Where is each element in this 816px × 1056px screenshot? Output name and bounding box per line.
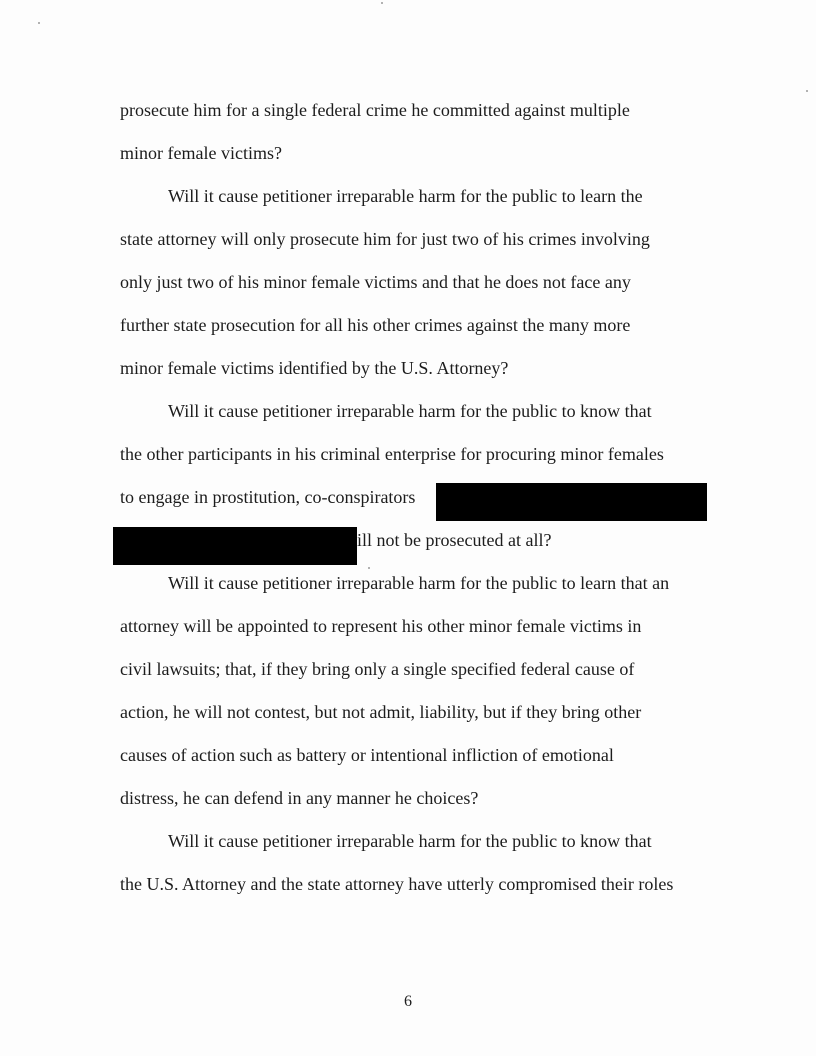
text-line: further state prosecution for all his other crimes against the many more: [120, 315, 631, 335]
text-line: to engage in prostitution, co-conspirators: [120, 487, 416, 507]
text-line: civil lawsuits; that, if they bring only a single specified federal cause of: [120, 659, 635, 679]
paragraph-start-line: Will it cause petitioner irreparable harm for the public to learn that an: [168, 573, 670, 593]
text-line: minor female victims?: [120, 143, 282, 163]
redaction-block: [436, 483, 707, 521]
text-line: minor female victims identified by the U.S. Attorney?: [120, 358, 509, 378]
text-line: prosecute him for a single federal crime he committed against multiple: [120, 100, 630, 120]
paragraph-start-line: Will it cause petitioner irreparable harm for the public to learn the: [168, 186, 643, 206]
scan-speck: [381, 2, 383, 4]
redaction-block: [113, 527, 357, 565]
text-line: causes of action such as battery or intentional infliction of emotional: [120, 745, 614, 765]
page-number: 6: [404, 993, 412, 1010]
text-line: the other participants in his criminal enterprise for procuring minor females: [120, 444, 664, 464]
scan-speck: [368, 567, 370, 569]
text-line: attorney will be appointed to represent his other minor female victims in: [120, 616, 642, 636]
text-line: state attorney will only prosecute him for just two of his crimes involving: [120, 229, 650, 249]
text-line: ill not be prosecuted at all?: [357, 530, 552, 550]
text-line: action, he will not contest, but not admit, liability, but if they bring other: [120, 702, 642, 722]
scan-speck: [806, 90, 808, 92]
text-line: distress, he can defend in any manner he choices?: [120, 788, 479, 808]
paragraph-start-line: Will it cause petitioner irreparable harm for the public to know that: [168, 831, 652, 851]
scan-speck: [38, 22, 40, 24]
text-line: the U.S. Attorney and the state attorney have utterly compromised their roles: [120, 874, 674, 894]
paragraph-start-line: Will it cause petitioner irreparable harm for the public to know that: [168, 401, 652, 421]
text-line: only just two of his minor female victims and that he does not face any: [120, 272, 631, 292]
